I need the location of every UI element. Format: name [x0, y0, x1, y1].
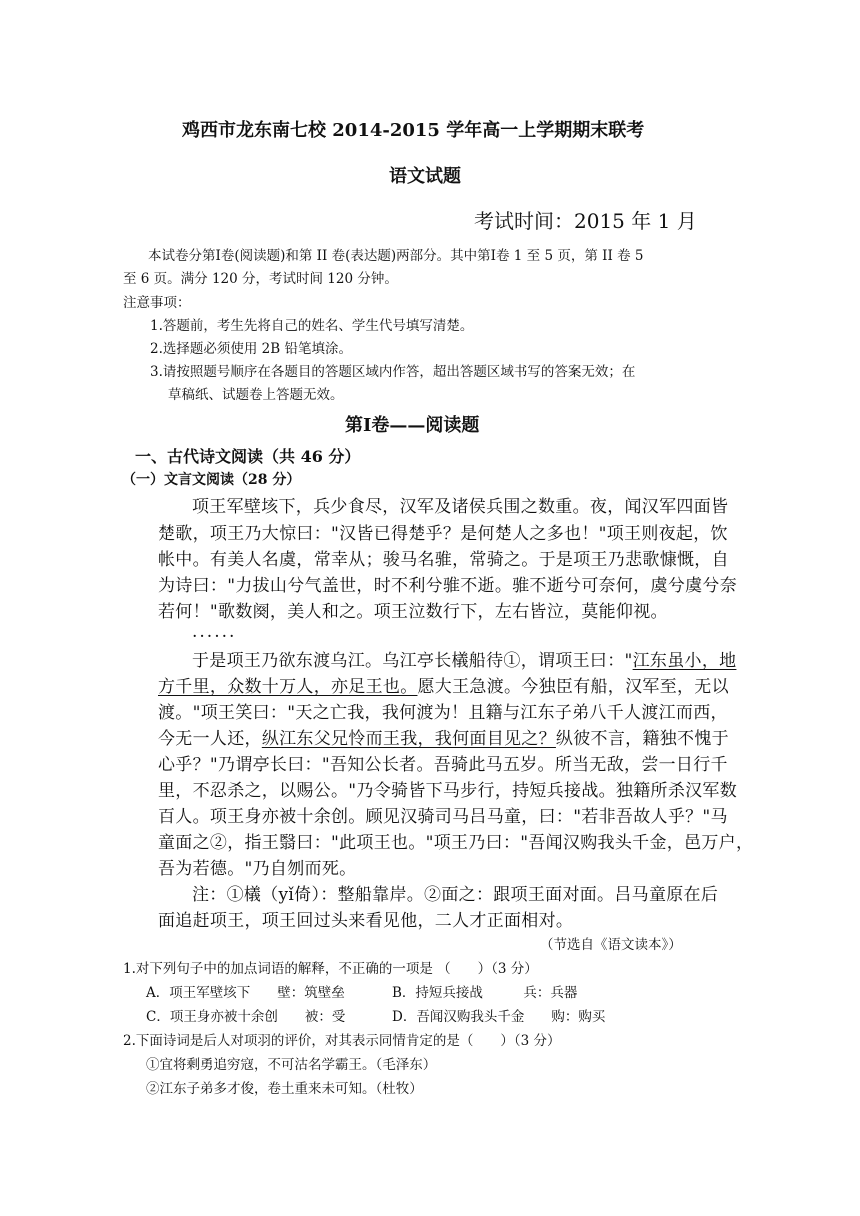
note-item-2: 2.选择题必须使用 2B 铅笔填涂。: [150, 341, 352, 357]
exam-time: 考试时间：2015 年 1 月: [474, 209, 697, 233]
section-heading: 一、古代诗文阅读（共 46 分）: [135, 447, 361, 466]
question-1-option-b: B．持短兵接战 兵：兵器: [392, 985, 578, 1001]
passage-p2-line-6: 里，不忍杀之，以赐公。"乃令骑皆下马步行，持短兵接战。独籍所杀汉军数: [158, 781, 738, 801]
passage-p1-line-1: 项王军壁垓下，兵少食尽，汉军及诸侯兵围之数重。夜，闻汉军四面皆: [192, 497, 729, 517]
note-item-3: 3.请按照题号顺序在各题目的答题区域内作答，超出答题区域书写的答案无效；在: [150, 364, 636, 380]
passage-ellipsis: ......: [192, 622, 237, 642]
subsection-heading: （一）文言文阅读（28 分）: [122, 472, 301, 488]
passage-p2-line-2: 方千里，众数十万人，亦足王也。愿大王急渡。今独臣有船，汉军至，无以: [158, 677, 729, 697]
question-2-item-1: ①宜将剩勇追穷寇，不可沽名学霸王。（毛泽东）: [146, 1057, 437, 1073]
passage-p2-line-1: 于是项王乃欲东渡乌江。乌江亭长檥船待①，谓项王曰："江东虽小，地: [192, 651, 737, 671]
volume-heading: 第Ⅰ卷——阅读题: [345, 415, 480, 436]
passage-p1-line-2: 楚歌，项王乃大惊曰："汉皆已得楚乎？是何楚人之多也！"项王则夜起，饮: [158, 524, 728, 544]
intro-line-2: 至 6 页。满分 120 分，考试时间 120 分钟。: [123, 271, 398, 287]
passage-note-line-2: 面追赶项王，项王回过头来看见他，二人才正面相对。: [158, 911, 574, 931]
passage-note-line-1: 注：①檥（yǐ倚）：整船靠岸。②面之：跟项王面对面。吕马童原在后: [192, 885, 719, 905]
passage-p2-line-9: 吾为若德。"乃自刎而死。: [158, 859, 357, 879]
note-item-1: 1.答题前，考生先将自己的姓名、学生代号填写清楚。: [150, 318, 474, 334]
page-title: 鸡西市龙东南七校 2014-2015 学年高一上学期期末联考: [182, 120, 645, 141]
question-1-option-a: A．项王军壁垓下 壁：筑壁垒: [146, 985, 345, 1001]
notes-label: 注意事项：: [123, 295, 191, 311]
passage-p2-line-8: 童面之②，指王翳曰："此项王也。"项王乃曰："吾闻汉购我头千金，邑万户，: [158, 833, 754, 853]
intro-line-1: 本试卷分第Ⅰ卷(阅读题)和第 II 卷(表达题)两部分。其中第Ⅰ卷 1 至 5 页，第 II 卷 5: [148, 248, 644, 264]
question-1-option-d: D．吾闻汉购我头千金 购：购买: [392, 1009, 606, 1025]
passage-p1-line-4: 为诗曰："力拔山兮气盖世，时不利兮骓不逝。骓不逝兮可奈何，虞兮虞兮奈: [158, 576, 738, 596]
passage-p2-line-3: 渡。"项王笑曰："天之亡我，我何渡为！且籍与江东子弟八千人渡江而西，: [158, 703, 728, 723]
page-subtitle: 语文试题: [389, 166, 461, 187]
passage-p2-line-7: 百人。项王身亦被十余创。顾见汉骑司马吕马童，曰："若非吾故人乎？"马: [158, 807, 728, 827]
passage-source: （节选自《语文读本》）: [540, 937, 682, 953]
passage-p2-line-4: 今无一人还，纵江东父兄怜而王我，我何面目见之？纵彼不言，籍独不愧于: [158, 729, 729, 749]
passage-p1-line-5: 若何！"歌数阕，美人和之。项王泣数行下，左右皆泣，莫能仰视。: [158, 602, 668, 622]
passage-p1-line-3: 帐中。有美人名虞，常幸从；骏马名骓，常骑之。于是项王乃悲歌慷慨，自: [158, 550, 729, 570]
passage-p2-line-5: 心乎？"乃谓亭长曰："吾知公长者。吾骑此马五岁。所当无敌，尝一日行千: [158, 755, 728, 775]
question-2-item-2: ②江东子弟多才俊，卷土重来未可知。（杜牧）: [146, 1081, 423, 1097]
question-2: 2.下面诗词是后人对项羽的评价，对其表示同情肯定的是（ ）（3 分）: [123, 1033, 561, 1049]
question-1: 1.对下列句子中的加点词语的解释，不正确的一项是 （ ）（3 分）: [123, 961, 538, 977]
note-item-3-cont: 草稿纸、试题卷上答题无效。: [168, 387, 344, 403]
question-1-option-c: C．项王身亦被十余创 被：受: [146, 1009, 346, 1025]
